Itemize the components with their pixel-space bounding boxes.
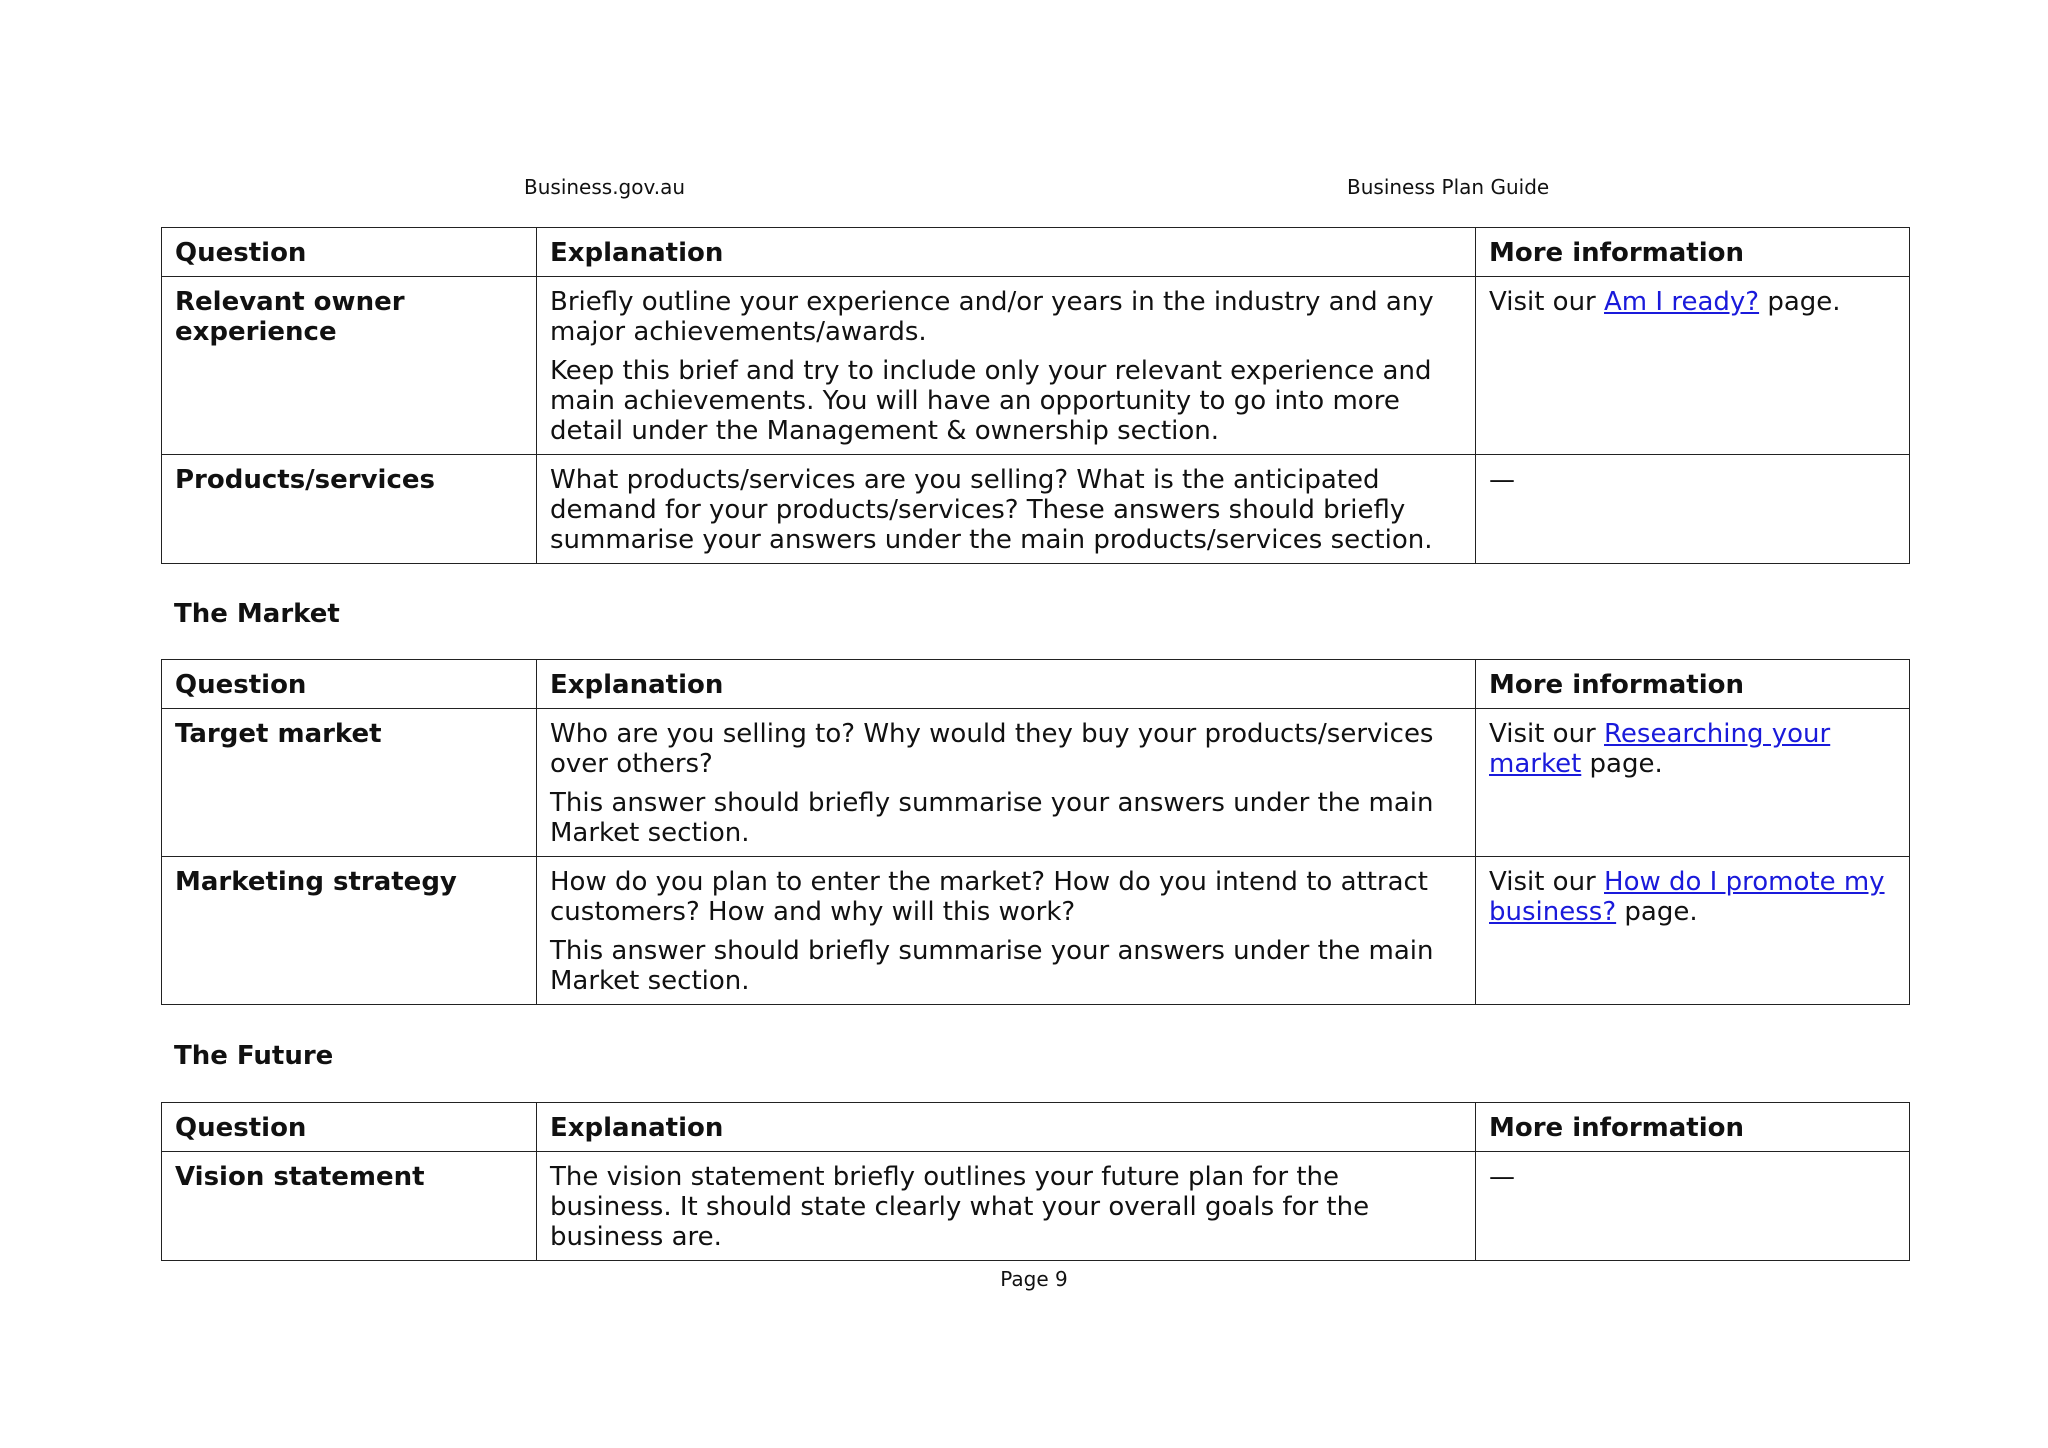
table-the-market	[161, 659, 1910, 1005]
column-header-question: Question	[162, 228, 537, 277]
question-cell: Relevant owner experience	[162, 277, 537, 455]
more-info-prefix: Visit our	[1489, 867, 1605, 897]
more-info-prefix: Visit our	[1489, 719, 1605, 749]
table-row	[162, 709, 1910, 857]
more-information-cell	[1476, 709, 1910, 857]
am-i-ready-link[interactable]: Am I ready?	[1604, 287, 1760, 317]
explanation-cell	[537, 709, 1476, 857]
question-cell: Vision statement	[162, 1152, 537, 1261]
more-info-suffix: page.	[1759, 287, 1841, 317]
more-info-suffix: page.	[1581, 749, 1663, 779]
explanation-cell	[537, 857, 1476, 1005]
section-title-the-market: The Market	[174, 599, 340, 629]
column-header-question: Question	[162, 660, 537, 709]
header-document-title: Business Plan Guide	[1347, 175, 1550, 199]
column-header-explanation: Explanation	[537, 228, 1476, 277]
researching-your-market-link[interactable]: Researching your market	[1489, 719, 1831, 779]
column-header-question: Question	[162, 1103, 537, 1152]
column-header-explanation: Explanation	[537, 660, 1476, 709]
table-row	[162, 857, 1910, 1005]
table-row	[162, 455, 1910, 564]
explanation-paragraph: Keep this brief and try to include only your relevant experience and main achievements. You will have an opportunity to go into more detail under the Management & ownership section.	[550, 356, 1432, 446]
explanation-cell	[537, 455, 1476, 564]
table-header-row	[162, 660, 1910, 709]
explanation-paragraph: This answer should briefly summarise your answers under the main Market section.	[550, 936, 1434, 996]
explanation-paragraph: Who are you selling to? Why would they buy your products/services over others?	[550, 719, 1434, 779]
explanation-paragraph: Briefly outline your experience and/or years in the industry and any major achievements/awards.	[550, 287, 1434, 347]
more-information-cell	[1476, 857, 1910, 1005]
explanation-paragraph: This answer should briefly summarise your answers under the main Market section.	[550, 788, 1434, 848]
more-info-suffix: page.	[1616, 897, 1698, 927]
explanation-cell	[537, 1152, 1476, 1261]
more-information-cell: —	[1476, 1152, 1910, 1261]
explanation-paragraph: What products/services are you selling? What is the anticipated demand for your products/services? These answers should briefly summarise your answers under the main products/services section.	[550, 465, 1433, 555]
question-cell: Target market	[162, 709, 537, 857]
more-info-prefix: Visit our	[1489, 287, 1605, 317]
explanation-paragraph: How do you plan to enter the market? How do you intend to attract customers? How and why will this work?	[550, 867, 1428, 927]
explanation-cell	[537, 277, 1476, 455]
section-title-the-future: The Future	[174, 1041, 334, 1071]
question-cell: Marketing strategy	[162, 857, 537, 1005]
column-header-more-information: More information	[1476, 228, 1910, 277]
table-row	[162, 1152, 1910, 1261]
page-number: Page 9	[1000, 1267, 1068, 1291]
question-cell: Products/services	[162, 455, 537, 564]
table-the-future	[161, 1102, 1910, 1261]
header-site-name: Business.gov.au	[524, 175, 686, 199]
table-owner-products	[161, 227, 1910, 564]
table-header-row	[162, 228, 1910, 277]
explanation-paragraph: The vision statement briefly outlines your future plan for the business. It should state clearly what your overall goals for the business are.	[550, 1162, 1370, 1252]
more-information-cell	[1476, 277, 1910, 455]
column-header-more-information: More information	[1476, 660, 1910, 709]
table-header-row	[162, 1103, 1910, 1152]
column-header-explanation: Explanation	[537, 1103, 1476, 1152]
table-row	[162, 277, 1910, 455]
column-header-more-information: More information	[1476, 1103, 1910, 1152]
how-do-i-promote-my-business-link[interactable]: How do I promote my business?	[1489, 867, 1885, 927]
more-information-cell: —	[1476, 455, 1910, 564]
